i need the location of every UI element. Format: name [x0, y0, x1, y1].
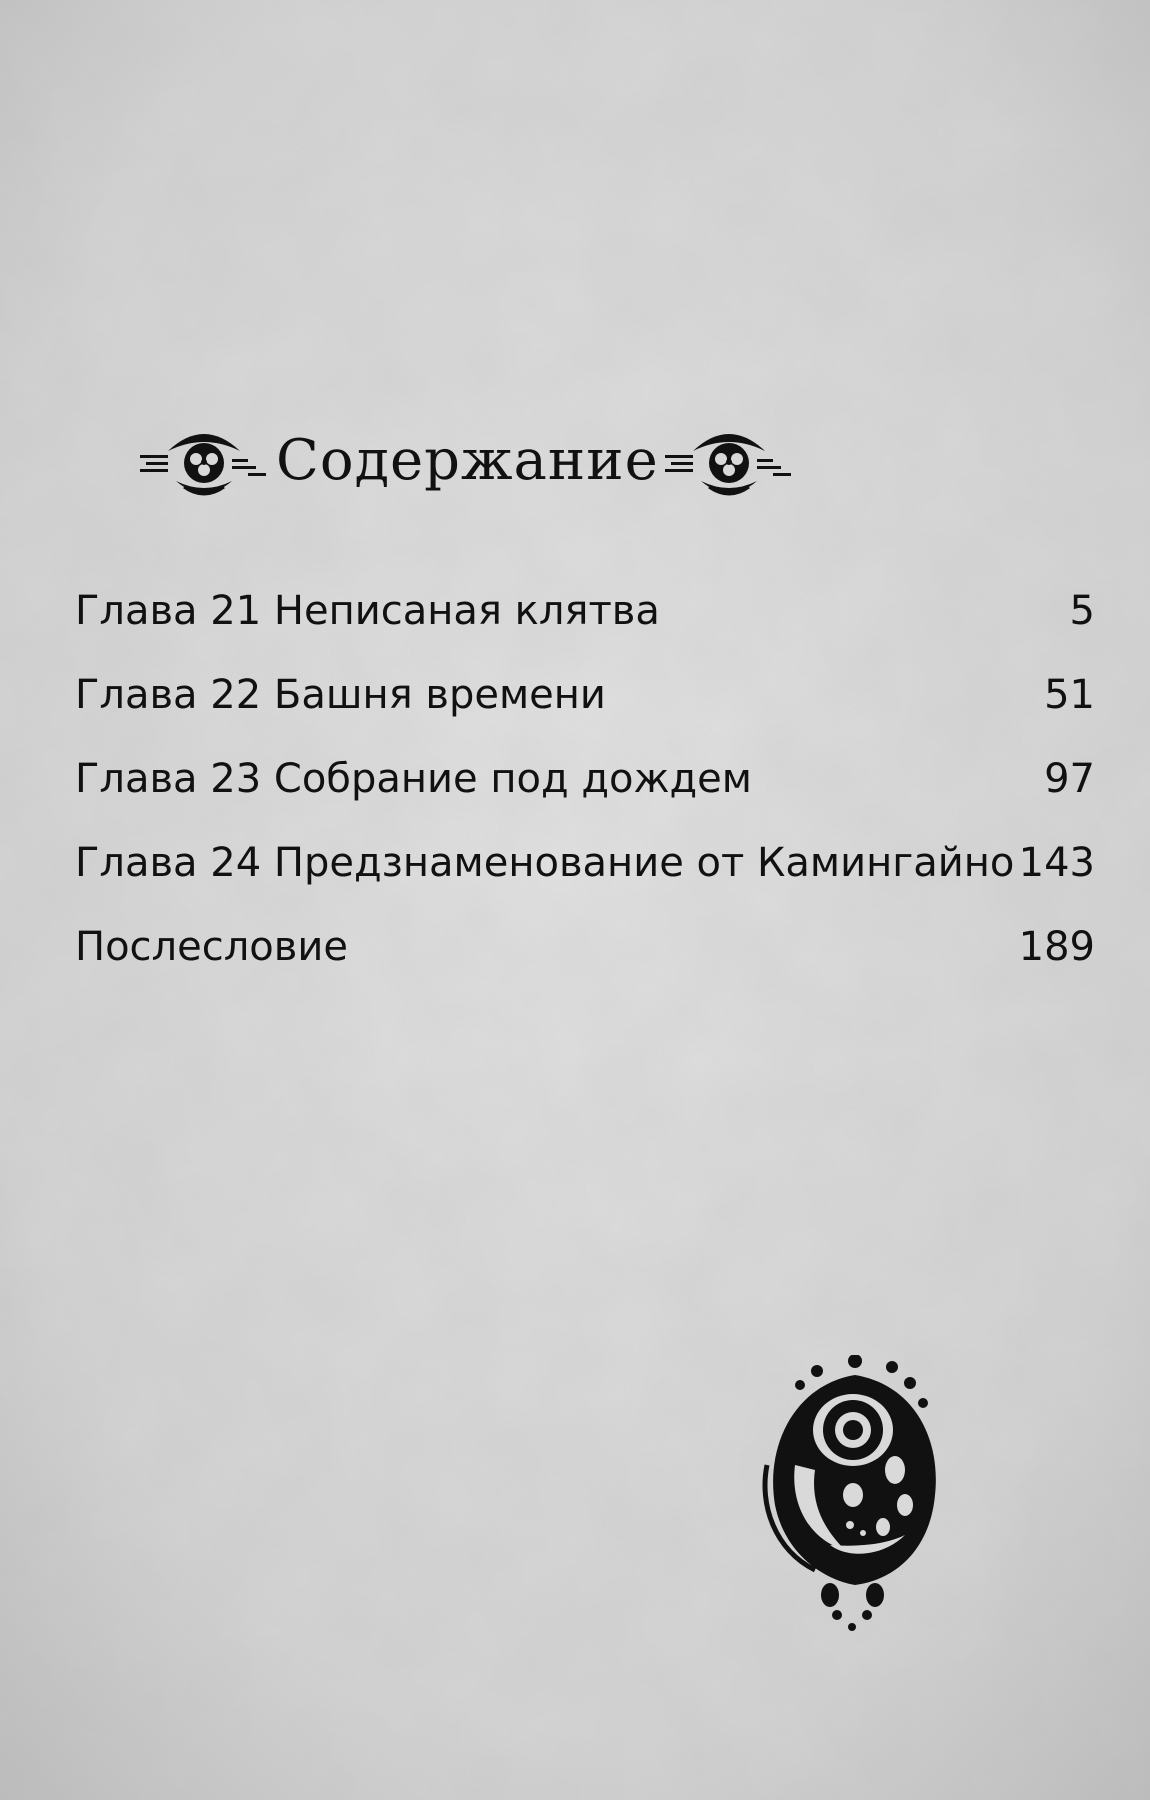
toc-entry-afterword[interactable] — [75, 924, 1095, 1008]
toc-entry-label: Глава 23 Собрание под дождем — [75, 756, 752, 802]
toc-entry-page: 51 — [1044, 672, 1095, 718]
toc-entry-chapter-22[interactable] — [75, 672, 1095, 756]
toc-entry-page: 97 — [1044, 756, 1095, 802]
toc-entry-page: 143 — [1018, 840, 1095, 886]
toc-entry-page: 5 — [1069, 588, 1095, 634]
toc-header — [140, 415, 780, 505]
toc-title: Содержание — [276, 427, 659, 493]
toc-entry-label: Послесловие — [75, 924, 348, 970]
decorative-emblem-icon — [755, 1355, 955, 1635]
floral-ornament-icon — [140, 415, 270, 505]
toc-entry-chapter-21[interactable] — [75, 588, 1095, 672]
toc-entry-chapter-23[interactable] — [75, 756, 1095, 840]
floral-ornament-icon — [665, 415, 795, 505]
toc-entry-label: Глава 22 Башня времени — [75, 672, 606, 718]
toc-entry-label: Глава 24 Предзнаменование от Камингайно — [75, 840, 1015, 886]
toc-entry-label: Глава 21 Неписаная клятва — [75, 588, 660, 634]
toc-list — [75, 588, 1095, 1008]
toc-entry-page: 189 — [1018, 924, 1095, 970]
toc-entry-chapter-24[interactable] — [75, 840, 1095, 924]
